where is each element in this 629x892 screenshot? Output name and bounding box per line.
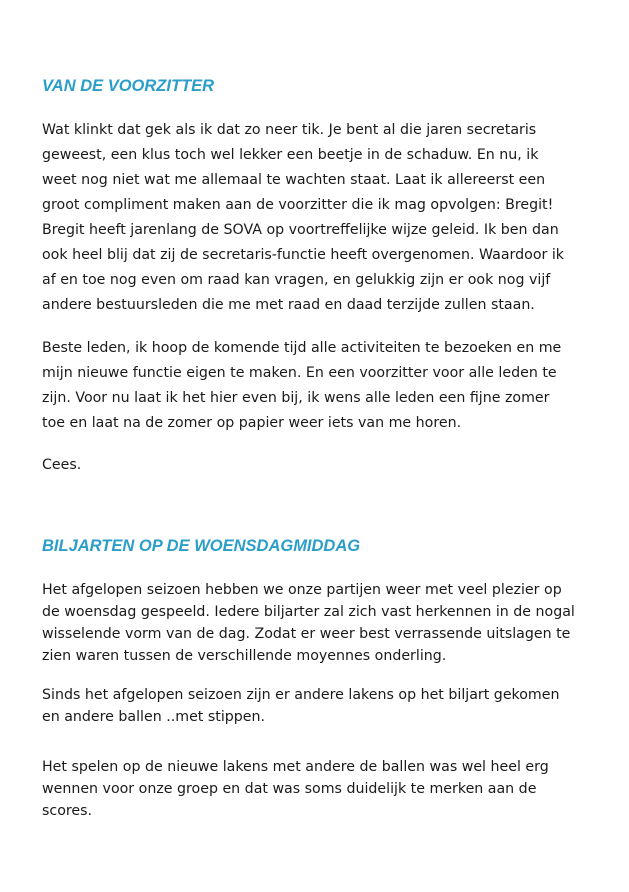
text-line: Het afgelopen seizoen hebben we onze partijen weer met veel plezier op (42, 582, 562, 598)
text-line: toe en laat na de zomer op papier weer iets van me horen. (42, 415, 462, 431)
text-line: Bregit heeft jarenlang de SOVA op voortreffelijke wijze geleid. Ik ben dan (42, 222, 559, 238)
text-line: weet nog niet wat me allemaal te wachten staat. Laat ik allereerst een (42, 172, 546, 188)
text-line: Beste leden, ik hoop de komende tijd alle activiteiten te bezoeken en me (42, 340, 562, 356)
paragraph-biljarten-wennen (42, 756, 549, 822)
text-line: Cees. (42, 457, 82, 473)
section-title-voorzitter: VAN DE VOORZITTER (42, 77, 215, 95)
paragraph-biljarten-lakens (42, 684, 559, 728)
text-line: geweest, een klus toch wel lekker een beetje in de schaduw. En nu, ik (42, 147, 539, 163)
text-line: af en toe nog even om raad kan vragen, en gelukkig zijn er ook nog vijf (42, 272, 551, 288)
text-line: groot compliment maken aan de voorzitter die ik mag opvolgen: Bregit! (42, 197, 554, 213)
text-line: Het spelen op de nieuwe lakens met andere de ballen was wel heel erg (42, 759, 549, 775)
signature-text (42, 453, 81, 478)
text-line: mijn nieuwe functie eigen te maken. En een voorzitter voor alle leden te (42, 365, 557, 381)
text-line: ook heel blij dat zij de secretaris-functie heeft overgenomen. Waardoor ik (42, 247, 564, 263)
text-line: andere bestuursleden die me met raad en daad terzijde zullen staan. (42, 297, 535, 313)
paragraph-voorzitter-leden (42, 336, 561, 436)
text-line: wennen voor onze groep en dat was soms duidelijk te merken aan de (42, 781, 537, 797)
paragraph-biljarten-seizoen (42, 579, 575, 667)
text-line: en andere ballen ..met stippen. (42, 709, 266, 725)
section-title-biljarten: BILJARTEN OP DE WOENSDAGMIDDAG (42, 537, 361, 555)
text-line: Sinds het afgelopen seizoen zijn er andere lakens op het biljart gekomen (42, 687, 560, 703)
text-line: Wat klinkt dat gek als ik dat zo neer tik. Je bent al die jaren secretaris (42, 122, 537, 138)
text-line: wisselende vorm van de dag. Zodat er weer best verrassende uitslagen te (42, 626, 571, 642)
text-line: scores. (42, 803, 93, 819)
paragraph-voorzitter-intro (42, 118, 564, 318)
text-line: zijn. Voor nu laat ik het hier even bij, ik wens alle leden een fijne zomer (42, 390, 550, 406)
text-line: de woensdag gespeeld. Iedere biljarter zal zich vast herkennen in de nogal (42, 604, 575, 620)
text-line: zien waren tussen de verschillende moyennes onderling. (42, 648, 447, 664)
